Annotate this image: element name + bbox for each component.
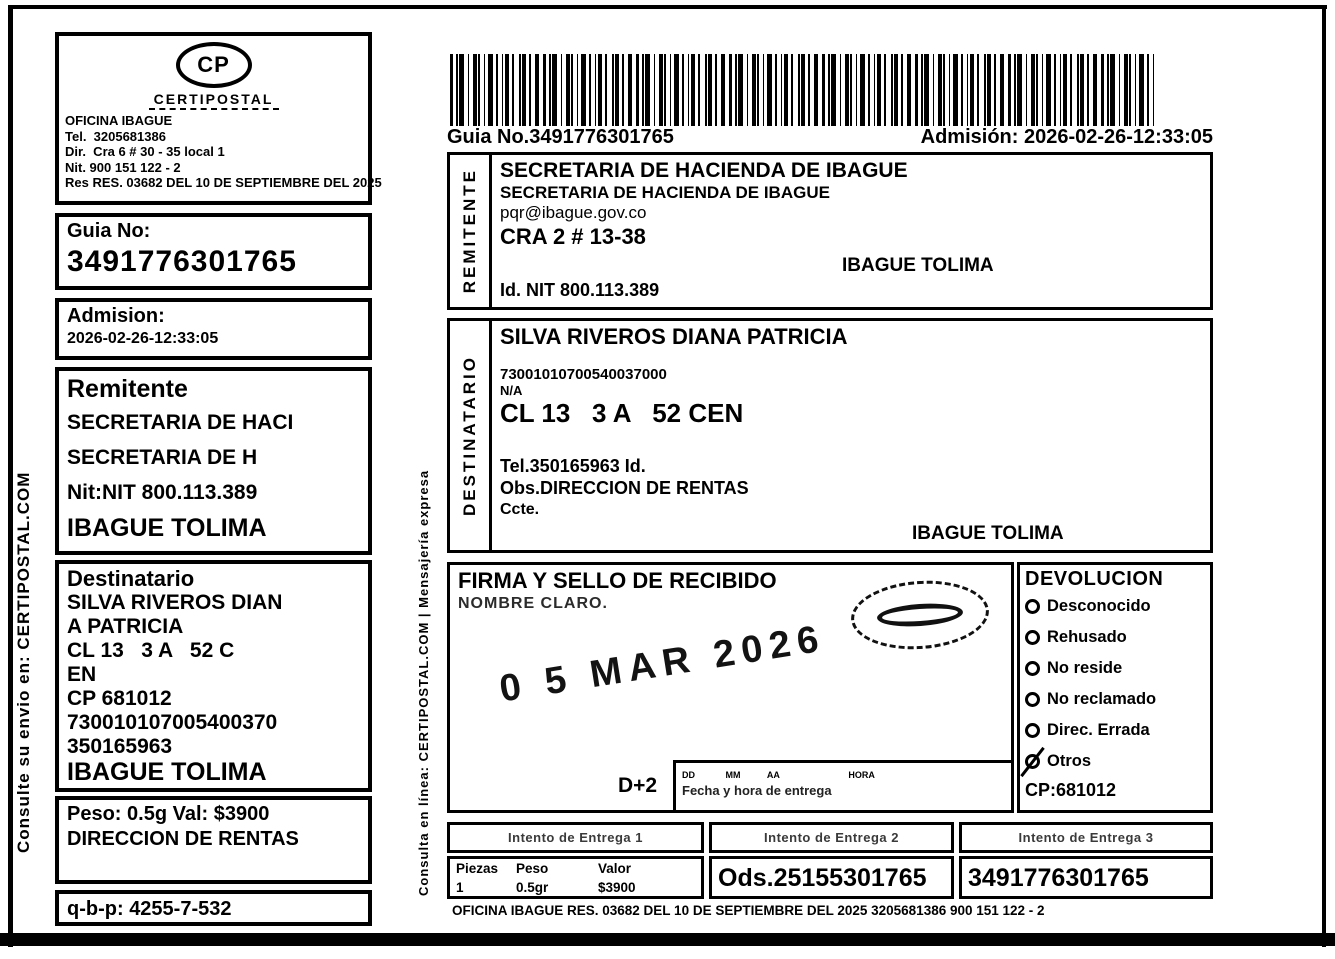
radio-direc-errada: [1025, 723, 1040, 738]
weight-label: Peso: [516, 861, 549, 876]
attempt-3-header: Intento de Entrega 3: [959, 822, 1213, 853]
admission-box: [55, 298, 372, 360]
sender-full-name: SECRETARIA DE HACIENDA DE IBAGUE: [500, 159, 908, 182]
sender-summary-box: [55, 367, 372, 555]
sender-name-line1: SECRETARIA DE HACI: [67, 411, 294, 434]
office-tel: Tel. 3205681386: [65, 128, 166, 144]
attempt-1-detail: [447, 856, 704, 899]
attempt-2-header: Intento de Entrega 2: [709, 822, 954, 853]
return-option-label: No reclamado: [1047, 690, 1157, 708]
hora-label: HORA: [848, 770, 875, 780]
left-vertical-caption: Consulte su envio en: CERTIPOSTAL.COM: [14, 471, 33, 853]
right-header-row: [447, 126, 1213, 152]
page-border-bottom: [0, 933, 1335, 946]
return-option-no-reclamado: [1025, 684, 1205, 715]
guia-number: 3491776301765: [67, 245, 297, 278]
qbp-box: [55, 890, 372, 926]
certipostal-logo: [65, 42, 362, 110]
guia-number-box: [55, 213, 372, 290]
attempt-3-number: 3491776301765: [968, 864, 1149, 892]
aa-label: AA: [766, 770, 780, 780]
pieces-weight-value-labels: [450, 859, 701, 878]
logo-tagline-squiggle: [149, 108, 279, 110]
radio-rehusado: [1025, 630, 1040, 645]
qbp-code: q-b-p: 4255-7-532: [67, 898, 232, 920]
recipient-name-line2: A PATRICIA: [67, 615, 184, 638]
radio-no-reside: [1025, 661, 1040, 676]
footer-office-line: OFICINA IBAGUE RES. 03682 DEL 10 DE SEPTIEMBRE DEL 2025 3205681386 900 151 122 - 2: [452, 903, 1045, 918]
radio-otros: [1025, 754, 1040, 769]
recipient-section-content: [492, 321, 1210, 550]
dd-label: DD: [682, 770, 695, 780]
sender-section-strip: [450, 155, 492, 307]
attempt-2-number: Ods.25155301765: [718, 864, 927, 892]
signature-title: FIRMA Y SELLO DE RECIBIDO: [458, 568, 777, 593]
admission-label: Admision:: [67, 305, 165, 327]
attempt-1-header: Intento de Entrega 1: [447, 822, 704, 853]
return-option-label: Otros: [1047, 752, 1092, 770]
certipostal-stamp-inner: [876, 601, 963, 629]
sender-title: Remitente: [67, 375, 188, 403]
return-option-desconocido: [1025, 591, 1205, 622]
sender-section-label: REMITENTE: [459, 168, 479, 294]
logo-initials: CP: [197, 52, 230, 77]
weight-observation: DIRECCION DE RENTAS: [67, 828, 299, 850]
sender-city: IBAGUE TOLIMA: [67, 514, 267, 542]
recipient-phone-id: Tel.350165963 Id.: [500, 456, 646, 476]
recipient-city-state: IBAGUE TOLIMA: [912, 523, 1064, 544]
sender-full-name-2: SECRETARIA DE HACIENDA DE IBAGUE: [500, 183, 830, 202]
recipient-address-line2: EN: [67, 663, 97, 686]
recipient-section: [447, 318, 1213, 553]
recipient-summary-box: [55, 560, 372, 792]
attempt-2-value: [709, 856, 954, 899]
recipient-name-line1: SILVA RIVEROS DIAN: [67, 591, 283, 614]
recipient-observation: Obs.DIRECCION DE RENTAS: [500, 478, 749, 498]
recipient-long-code: 73001010700540037000: [500, 366, 667, 383]
return-reasons-box: [1017, 562, 1213, 813]
sender-id-nit: Id. NIT 800.113.389: [500, 280, 660, 300]
value-label: Valor: [598, 861, 632, 876]
header-guia-number: Guia No.3491776301765: [447, 126, 674, 148]
recipient-phone: 350165963: [67, 735, 173, 758]
certipostal-oval-icon: [176, 42, 252, 88]
sender-email: pqr@ibague.gov.co: [500, 203, 647, 222]
page-border-left: [8, 5, 13, 947]
tracking-barcode: [450, 54, 1156, 126]
recipient-section-label: DESTINATARIO: [459, 355, 479, 516]
logo-wordmark: CERTIPOSTAL: [153, 91, 274, 107]
recipient-city: IBAGUE TOLIMA: [67, 758, 267, 786]
recipient-na: N/A: [500, 383, 523, 398]
recipient-street-address: CL 13 3 A 52 CEN: [500, 398, 744, 428]
sender-section: [447, 152, 1213, 310]
header-admission-datetime: Admisión: 2026-02-26-12:33:05: [920, 126, 1213, 148]
pieces-label: Piezas: [456, 861, 499, 876]
return-title: DEVOLUCION: [1025, 568, 1164, 590]
delivery-date-stamp: 0 5 MAR 2026: [496, 617, 829, 711]
delivery-datetime-caption: Fecha y hora de entrega: [682, 783, 832, 798]
recipient-code: 730010107005400370: [67, 711, 278, 734]
delivery-datetime-box: [673, 760, 1011, 810]
delivery-datetime-headers: [682, 765, 1005, 783]
return-option-label: Rehusado: [1047, 628, 1127, 646]
radio-no-reclamado: [1025, 692, 1040, 707]
middle-vertical-caption: Consulta en línea: CERTIPOSTAL.COM | Mensajería expresa: [416, 469, 431, 897]
radio-desconocido: [1025, 599, 1040, 614]
page-border-right: [1322, 5, 1326, 947]
recipient-postal-code: CP 681012: [67, 687, 172, 710]
guia-label: Guia No:: [67, 220, 151, 242]
return-option-otros: [1025, 746, 1205, 777]
office-address: Dir. Cra 6 # 30 - 35 local 1: [65, 144, 225, 159]
office-resolution: Res RES. 03682 DEL 10 DE SEPTIEMBRE DEL 2025: [65, 175, 382, 190]
admission-datetime: 2026-02-26-12:33:05: [67, 330, 219, 347]
page-border-top: [8, 5, 1327, 9]
pieces-weight-value-values: [450, 878, 701, 897]
return-option-no-reside: [1025, 653, 1205, 684]
sender-section-content: [492, 155, 1210, 307]
signature-box: [447, 562, 1014, 813]
d-plus-2-label: D+2: [618, 774, 658, 797]
recipient-address-line1: CL 13 3 A 52 C: [67, 639, 235, 662]
recipient-title: Destinatario: [67, 566, 195, 591]
return-option-label: Direc. Errada: [1047, 721, 1150, 739]
sender-street-address: CRA 2 # 13-38: [500, 224, 646, 249]
attempt-3-value: [959, 856, 1213, 899]
return-option-label: Desconocido: [1047, 597, 1151, 615]
signature-subtitle: NOMBRE CLARO.: [458, 595, 608, 612]
recipient-ccte: Ccte.: [500, 501, 540, 518]
return-option-direc-errada: [1025, 715, 1205, 746]
recipient-section-strip: [450, 321, 492, 550]
sender-name-line2: SECRETARIA DE H: [67, 446, 258, 469]
sender-nit: Nit:NIT 800.113.389: [67, 481, 258, 504]
office-nit: Nit. 900 151 122 - 2: [65, 159, 181, 175]
value-value: $3900: [598, 880, 636, 895]
mm-label: MM: [725, 770, 741, 780]
pieces-value: 1: [456, 880, 464, 895]
sender-city-state: IBAGUE TOLIMA: [842, 255, 994, 276]
office-info-box: [55, 32, 382, 205]
weight-value: 0.5gr: [516, 880, 549, 895]
weight-value-line: Peso: 0.5g Val: $3900: [67, 803, 270, 825]
return-option-rehusado: [1025, 622, 1205, 653]
office-name: OFICINA IBAGUE: [65, 113, 173, 128]
weight-value-box: [55, 796, 372, 884]
return-postal-code: CP:681012: [1025, 780, 1117, 800]
recipient-full-name: SILVA RIVEROS DIANA PATRICIA: [500, 324, 848, 349]
return-option-label: No reside: [1047, 659, 1123, 677]
